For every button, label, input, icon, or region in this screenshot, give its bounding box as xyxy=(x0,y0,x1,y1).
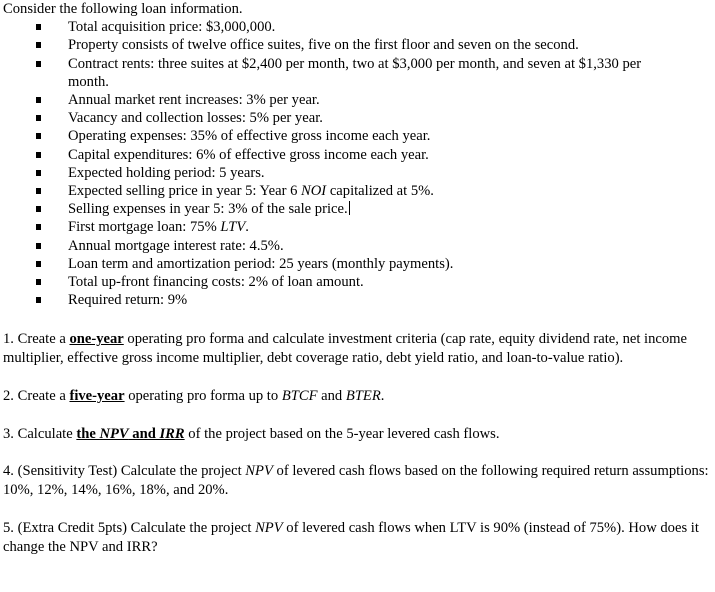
bullet-item: Total acquisition price: $3,000,000. xyxy=(36,18,709,36)
bullet-icon xyxy=(36,261,41,267)
bullet-icon xyxy=(36,224,41,230)
bullet-item: First mortgage loan: 75% LTV. xyxy=(36,218,709,236)
bullet-icon xyxy=(36,42,41,48)
bullet-item: Annual market rent increases: 3% per year. xyxy=(36,91,709,109)
bullet-icon xyxy=(36,152,41,158)
question-4: 4. (Sensitivity Test) Calculate the project NPV of levered cash flows based on the following required return assumptions: 10%, 12%, 14%, 16%, 18%, and 20%. xyxy=(3,463,709,498)
bullet-icon xyxy=(36,170,41,176)
bullet-icon xyxy=(36,97,41,103)
bullet-item: Contract rents: three suites at $2,400 per month, two at $3,000 per month, and seven at $1,330 per month. xyxy=(36,55,709,91)
bullet-item: Total up-front financing costs: 2% of loan amount. xyxy=(36,273,709,291)
bullet-item: Property consists of twelve office suites, five on the first floor and seven on the second. xyxy=(36,36,709,54)
bullet-item: Operating expenses: 35% of effective gross income each year. xyxy=(36,127,709,145)
bullet-icon xyxy=(36,206,41,212)
bullet-item: Expected selling price in year 5: Year 6 NOI capitalized at 5%. xyxy=(36,182,709,200)
question-2: 2. Create a five-year operating pro forma up to BTCF and BTER. xyxy=(3,388,385,405)
bullet-icon xyxy=(36,115,41,121)
bullet-icon xyxy=(36,188,41,194)
bullet-icon xyxy=(36,133,41,139)
bullet-icon xyxy=(36,297,41,303)
bullet-icon xyxy=(36,24,41,30)
intro-text: Consider the following loan information. xyxy=(3,1,243,17)
bullet-item: Capital expenditures: 6% of effective gross income each year. xyxy=(36,146,709,164)
bullet-item: Required return: 9% xyxy=(36,291,709,309)
bullet-icon xyxy=(36,61,41,67)
question-5: 5. (Extra Credit 5pts) Calculate the project NPV of levered cash flows when LTV is 90% (instead of 75%). How does it change the NPV and IRR? xyxy=(3,520,699,555)
question-3: 3. Calculate the NPV and IRR of the project based on the 5-year levered cash flows. xyxy=(3,425,500,442)
question-1: 1. Create a one-year operating pro forma and calculate investment criteria (cap rate, equity dividend rate, net income multiplier, effective gross income multiplier, debt coverage ratio, debt yield ratio, and loan-to-value ratio). xyxy=(3,331,688,366)
loan-info-list xyxy=(3,18,709,309)
bullet-item: Selling expenses in year 5: 3% of the sale price. xyxy=(36,200,709,218)
bullet-icon xyxy=(36,243,41,249)
text-cursor xyxy=(349,201,350,215)
bullet-item: Vacancy and collection losses: 5% per year. xyxy=(36,109,709,127)
bullet-item: Expected holding period: 5 years. xyxy=(36,164,709,182)
bullet-item: Loan term and amortization period: 25 years (monthly payments). xyxy=(36,255,709,273)
bullet-icon xyxy=(36,279,41,285)
bullet-item: Annual mortgage interest rate: 4.5%. xyxy=(36,237,709,255)
